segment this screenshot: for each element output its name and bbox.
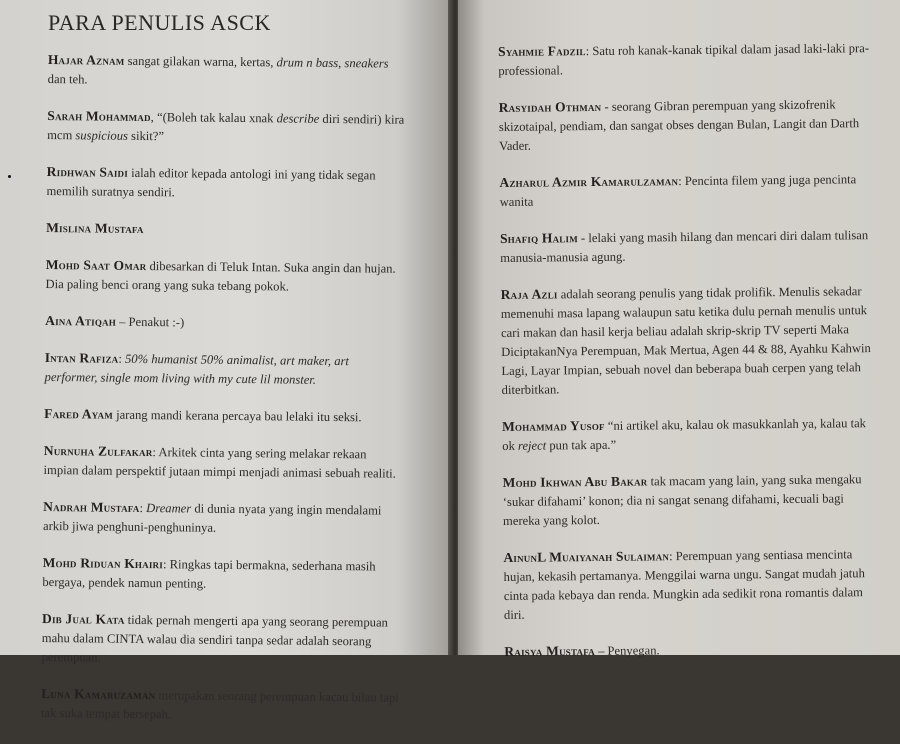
author-bio-text: : Satu roh kanak-kanak tipikal dalam jasad laki-laki pra-professional. [498,41,870,78]
author-name: Dib Jual Kata [41,610,125,627]
author-bio-text: pun tak apa.” [546,437,617,453]
author-bio-text: : Arkitek cinta yang sering melakar rekaan impian dalam perspektif jutaan mimpi menjadi animasi sebuah realiti. [43,445,396,481]
author-entry [41,684,401,727]
author-name: Mohd Ikhwan Abu Bakar [502,473,648,490]
author-entry [44,348,404,391]
author-bio-text: , [338,56,345,71]
author-name: Ridhwan Saidi [46,163,129,180]
author-name: Raisya Mustafa [504,643,595,659]
author-entry [42,609,403,671]
author-entry [42,553,402,596]
author-entry [499,169,877,212]
author-name: Raja Azli [500,286,558,302]
author-name: Sarah Mohammad [47,107,151,125]
author-bio-text: describe [276,111,320,126]
author-name: Aina Atiqah [45,312,117,329]
author-name: Shafiq Halim [499,230,578,246]
author-entry [502,413,880,456]
author-name: Hajar Aznam [47,51,125,68]
author-bio-text: - lelaki yang masih hilang dan mencari diri dalam tulisan manusia-manusia agung. [500,228,869,265]
author-bio-text: 50% humanist 50% animalist, art maker, art performer, single mom living with my cute lil monster. [44,351,350,387]
author-bio-text: : Ringkas tapi bermakna, sederhana masih bergaya, pendek namun penting. [42,557,376,591]
left-page [0,0,452,722]
author-entry [503,469,882,531]
author-bio-text: - seorang Gibran perempuan yang skizofrenik skizotaipal, pendiam, dan sangat obses dengan Bulan, Langit dan Darth Vader. [498,97,860,153]
author-bio-text: dibesarkan di Teluk Intan. Suka angin dan hujan. Dia paling benci orang yang suka tebang pokok. [45,259,396,294]
author-bio-text: adalah seorang penulis yang tidak prolifik. Menulis sekadar memenuhi masa lapang walaupun satu ketika dulu pernah menulis untuk cari makan dan hasil kerja beliau adalah skrip-skrip TV seperti Maka DiciptakanNya Perempuan, Mak Mertua, Agen 44 & 88, Ayahku Kahwin Lagi, Layar Impian, sebuah novel dan beberapa buah cerpen yang telah diterbitkan. [500,284,871,397]
left-entry-list [41,50,408,744]
author-bio-text: Dreamer [146,501,192,516]
author-name: Mohammad Yusof [501,417,605,434]
author-bio-text: “ni artikel aku, kalau ok masukkanlah ya, kalau tak ok [502,416,866,453]
author-entry [45,311,405,335]
author-bio-text: dan teh. [47,71,88,87]
author-entry [499,94,878,156]
author-entry [43,497,403,540]
author-entry [45,255,405,298]
author-bio-text: di dunia nyata yang ingin mendalami arkib jiwa penghuni-penghuninya. [42,501,382,535]
author-entry [44,404,404,428]
author-bio-text: reject [517,438,547,453]
author-bio-text: jarang mandi kerana percaya bau lelaki itu seksi. [112,407,362,425]
author-bio-text: : Perempuan yang sentiasa mencinta hujan, kekasih pertamanya. Menggilai warna ungu. Sangat mudah jatuh cinta pada kebaya dan renda. Mungkin ada sedikit rona romantis dalam diri. [503,547,865,622]
author-bio-text: drum n bass [276,55,339,71]
right-entry-list [498,38,883,679]
author-bio-text: , “(Boleh tak kalau xnak [150,110,277,126]
author-bio-text: : Pencinta filem yang juga pencinta wanita [499,172,857,209]
author-name: Rasyidah Othman [498,98,602,115]
author-entry [46,162,406,205]
author-entry [48,50,408,93]
author-bio-text: : [118,351,126,366]
author-bio-text: tak macam yang lain, yang suka mengaku ‘sukar difahami’ konon; dia ni sangat senang difahami, kecuali bagi mereka yang kolot. [502,472,862,528]
author-entry [498,38,876,81]
author-entry [500,225,878,268]
author-bio-text: – Penyegan. [594,643,660,659]
author-name: Mislina Mustafa [46,219,144,237]
author-name: AinunL Muaiyanah Sulaiman [503,548,670,565]
page-heading: PARA PENULIS ASCK [48,10,271,35]
author-entry [43,441,403,484]
author-entry [47,106,407,149]
author-bio-text: sneakers [344,56,389,71]
author-entry [46,218,406,242]
author-bio-text: sangat gilakan warna, kertas, [124,53,277,70]
author-name: Azharul Azmir Kamarulzaman [499,173,679,190]
author-bio-text: suspicious [75,128,129,143]
author-name: Fared Ayam [44,405,114,422]
author-name: Mohd Riduan Khairi [42,554,164,572]
author-name: Mohd Saat Omar [45,256,147,274]
author-name: Syahmie Fadzil [498,43,586,59]
author-entry [501,281,880,400]
author-name: Nurnuha Zulfakar [43,442,153,460]
author-entry [504,638,882,662]
author-bio-text: merupakan seorang perempuan kacau bilau tapi tak suka tempat bersepah. [40,688,399,722]
ink-speck [8,175,11,178]
author-name: Nadrah Mustafa [43,498,140,515]
author-bio-text: ialah editor kepada antologi ini yang tidak segan memilih suratnya sendiri. [46,165,376,200]
author-bio-text: diri sendiri) kira mcm [47,111,405,143]
author-bio-text: sikit?” [127,128,165,144]
author-bio-text: : [139,500,147,516]
author-bio-text: tidak pernah mengerti apa yang seorang perempuan mahu dalam CINTA walau dia sendiri tanpa sedar adalah seorang perempuan. [41,612,388,665]
author-name: Luna Kamaruzaman [41,685,156,703]
right-page [458,0,900,659]
author-entry [503,544,882,625]
author-name: Intan Rafiza [44,349,119,366]
author-bio-text: – Penakut :-) [115,314,185,330]
